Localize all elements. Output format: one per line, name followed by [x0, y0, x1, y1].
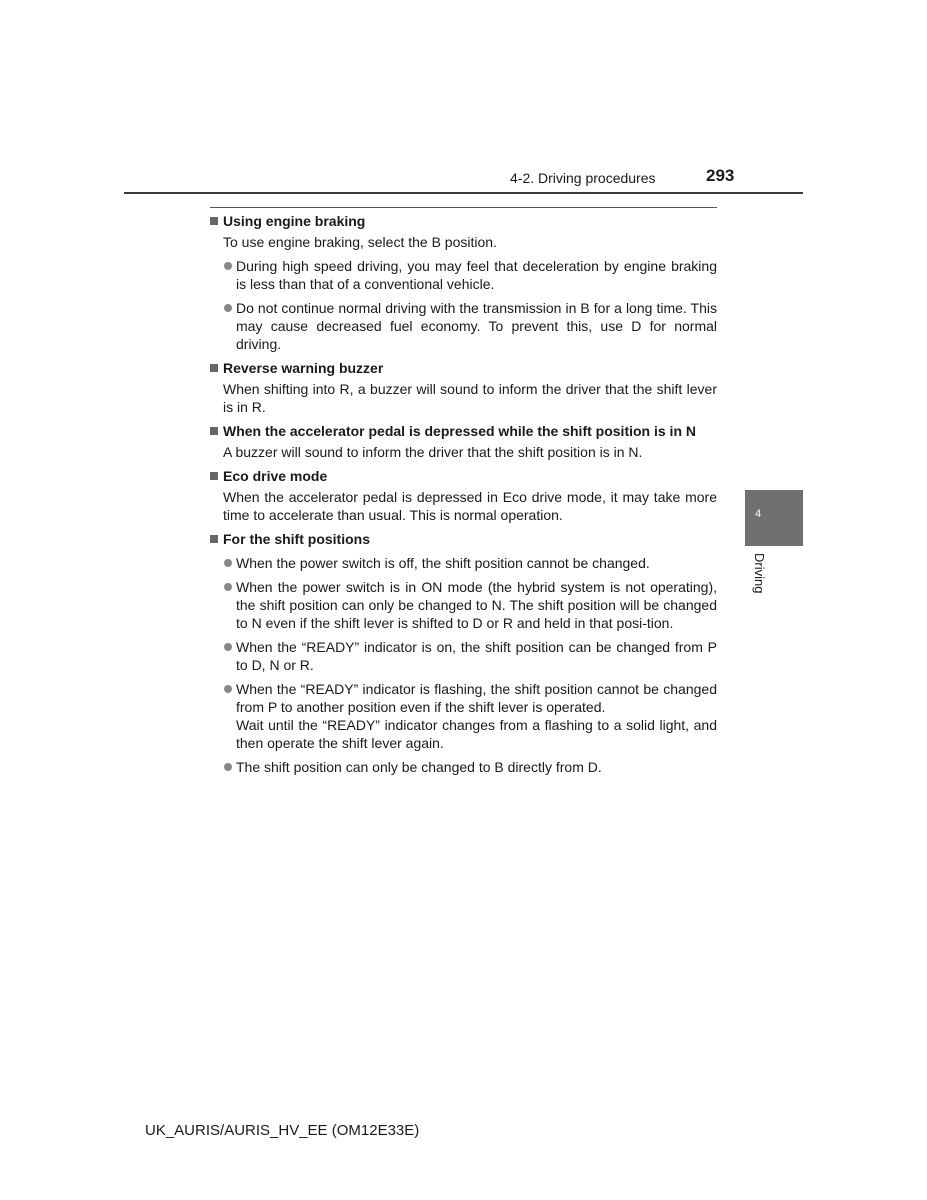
bullet-item — [210, 680, 717, 752]
circle-bullet-icon — [224, 262, 232, 270]
section-heading — [210, 212, 717, 230]
section-heading-text: Reverse warning buzzer — [223, 360, 384, 376]
section-heading-text: Using engine braking — [223, 213, 366, 229]
section-heading — [210, 359, 717, 377]
chapter-number: 4 — [755, 508, 762, 520]
section-paragraph: When the accelerator pedal is depressed in Eco drive mode, it may take more time to accelerate than usual. This is normal operation. — [223, 489, 717, 523]
square-bullet-icon — [210, 217, 218, 225]
header-divider — [124, 192, 803, 194]
bullet-text: The shift position can only be changed to B directly from D. — [236, 759, 602, 775]
section-heading — [210, 530, 717, 548]
chapter-tab — [745, 490, 803, 546]
bullet-item — [210, 578, 717, 632]
chapter-label: Driving — [752, 553, 767, 594]
content-top-divider — [210, 207, 717, 208]
section-heading-text: For the shift positions — [223, 531, 370, 547]
bullet-text: When the “READY” indicator is on, the shift position can be changed from P to D, N or R. — [236, 639, 717, 673]
section — [210, 212, 717, 353]
bullet-item — [210, 299, 717, 353]
circle-bullet-icon — [224, 763, 232, 771]
bullet-text: During high speed driving, you may feel that deceleration by engine braking is less than that of a conventional vehicle. — [236, 258, 717, 292]
bullet-item — [210, 257, 717, 293]
page-number: 293 — [706, 166, 735, 185]
main-content — [210, 212, 717, 782]
bullet-text: When the power switch is off, the shift position cannot be changed. — [236, 555, 650, 571]
section-heading — [210, 467, 717, 485]
bullet-item — [210, 554, 717, 572]
circle-bullet-icon — [224, 304, 232, 312]
section — [210, 359, 717, 416]
square-bullet-icon — [210, 472, 218, 480]
manual-code: UK_AURIS/AURIS_HV_EE (OM12E33E) — [145, 1122, 420, 1139]
section — [210, 467, 717, 524]
circle-bullet-icon — [224, 583, 232, 591]
circle-bullet-icon — [224, 559, 232, 567]
header-section-title: 4-2. Driving procedures — [510, 170, 656, 186]
circle-bullet-icon — [224, 685, 232, 693]
section-heading-text: Eco drive mode — [223, 468, 328, 484]
square-bullet-icon — [210, 364, 218, 372]
section-heading-text: When the accelerator pedal is depressed while the shift position is in N — [223, 423, 696, 439]
section-paragraph: When shifting into R, a buzzer will sound to inform the driver that the shift lever is in R. — [223, 381, 717, 415]
bullet-item — [210, 758, 717, 776]
section-paragraph: To use engine braking, select the B position. — [223, 234, 497, 250]
section — [210, 530, 717, 776]
circle-bullet-icon — [224, 643, 232, 651]
square-bullet-icon — [210, 535, 218, 543]
bullet-text: When the power switch is in ON mode (the hybrid system is not operating), the shift position can only be changed to N. The shift position will be changed to N even if the shift lever is shifted to D or R and held in that posi-tion. — [236, 579, 717, 631]
square-bullet-icon — [210, 427, 218, 435]
section-paragraph: A buzzer will sound to inform the driver that the shift position is in N. — [223, 444, 643, 460]
bullet-text: Wait until the “READY” indicator changes from a flashing to a solid light, and then operate the shift lever again. — [236, 717, 717, 751]
bullet-text: When the “READY” indicator is flashing, the shift position cannot be changed from P to another position even if the shift lever is operated. — [236, 681, 717, 715]
bullet-item — [210, 638, 717, 674]
section — [210, 422, 717, 461]
section-heading — [210, 422, 717, 440]
bullet-text: Do not continue normal driving with the transmission in B for a long time. This may cause decreased fuel economy. To prevent this, use D for normal driving. — [236, 300, 717, 352]
